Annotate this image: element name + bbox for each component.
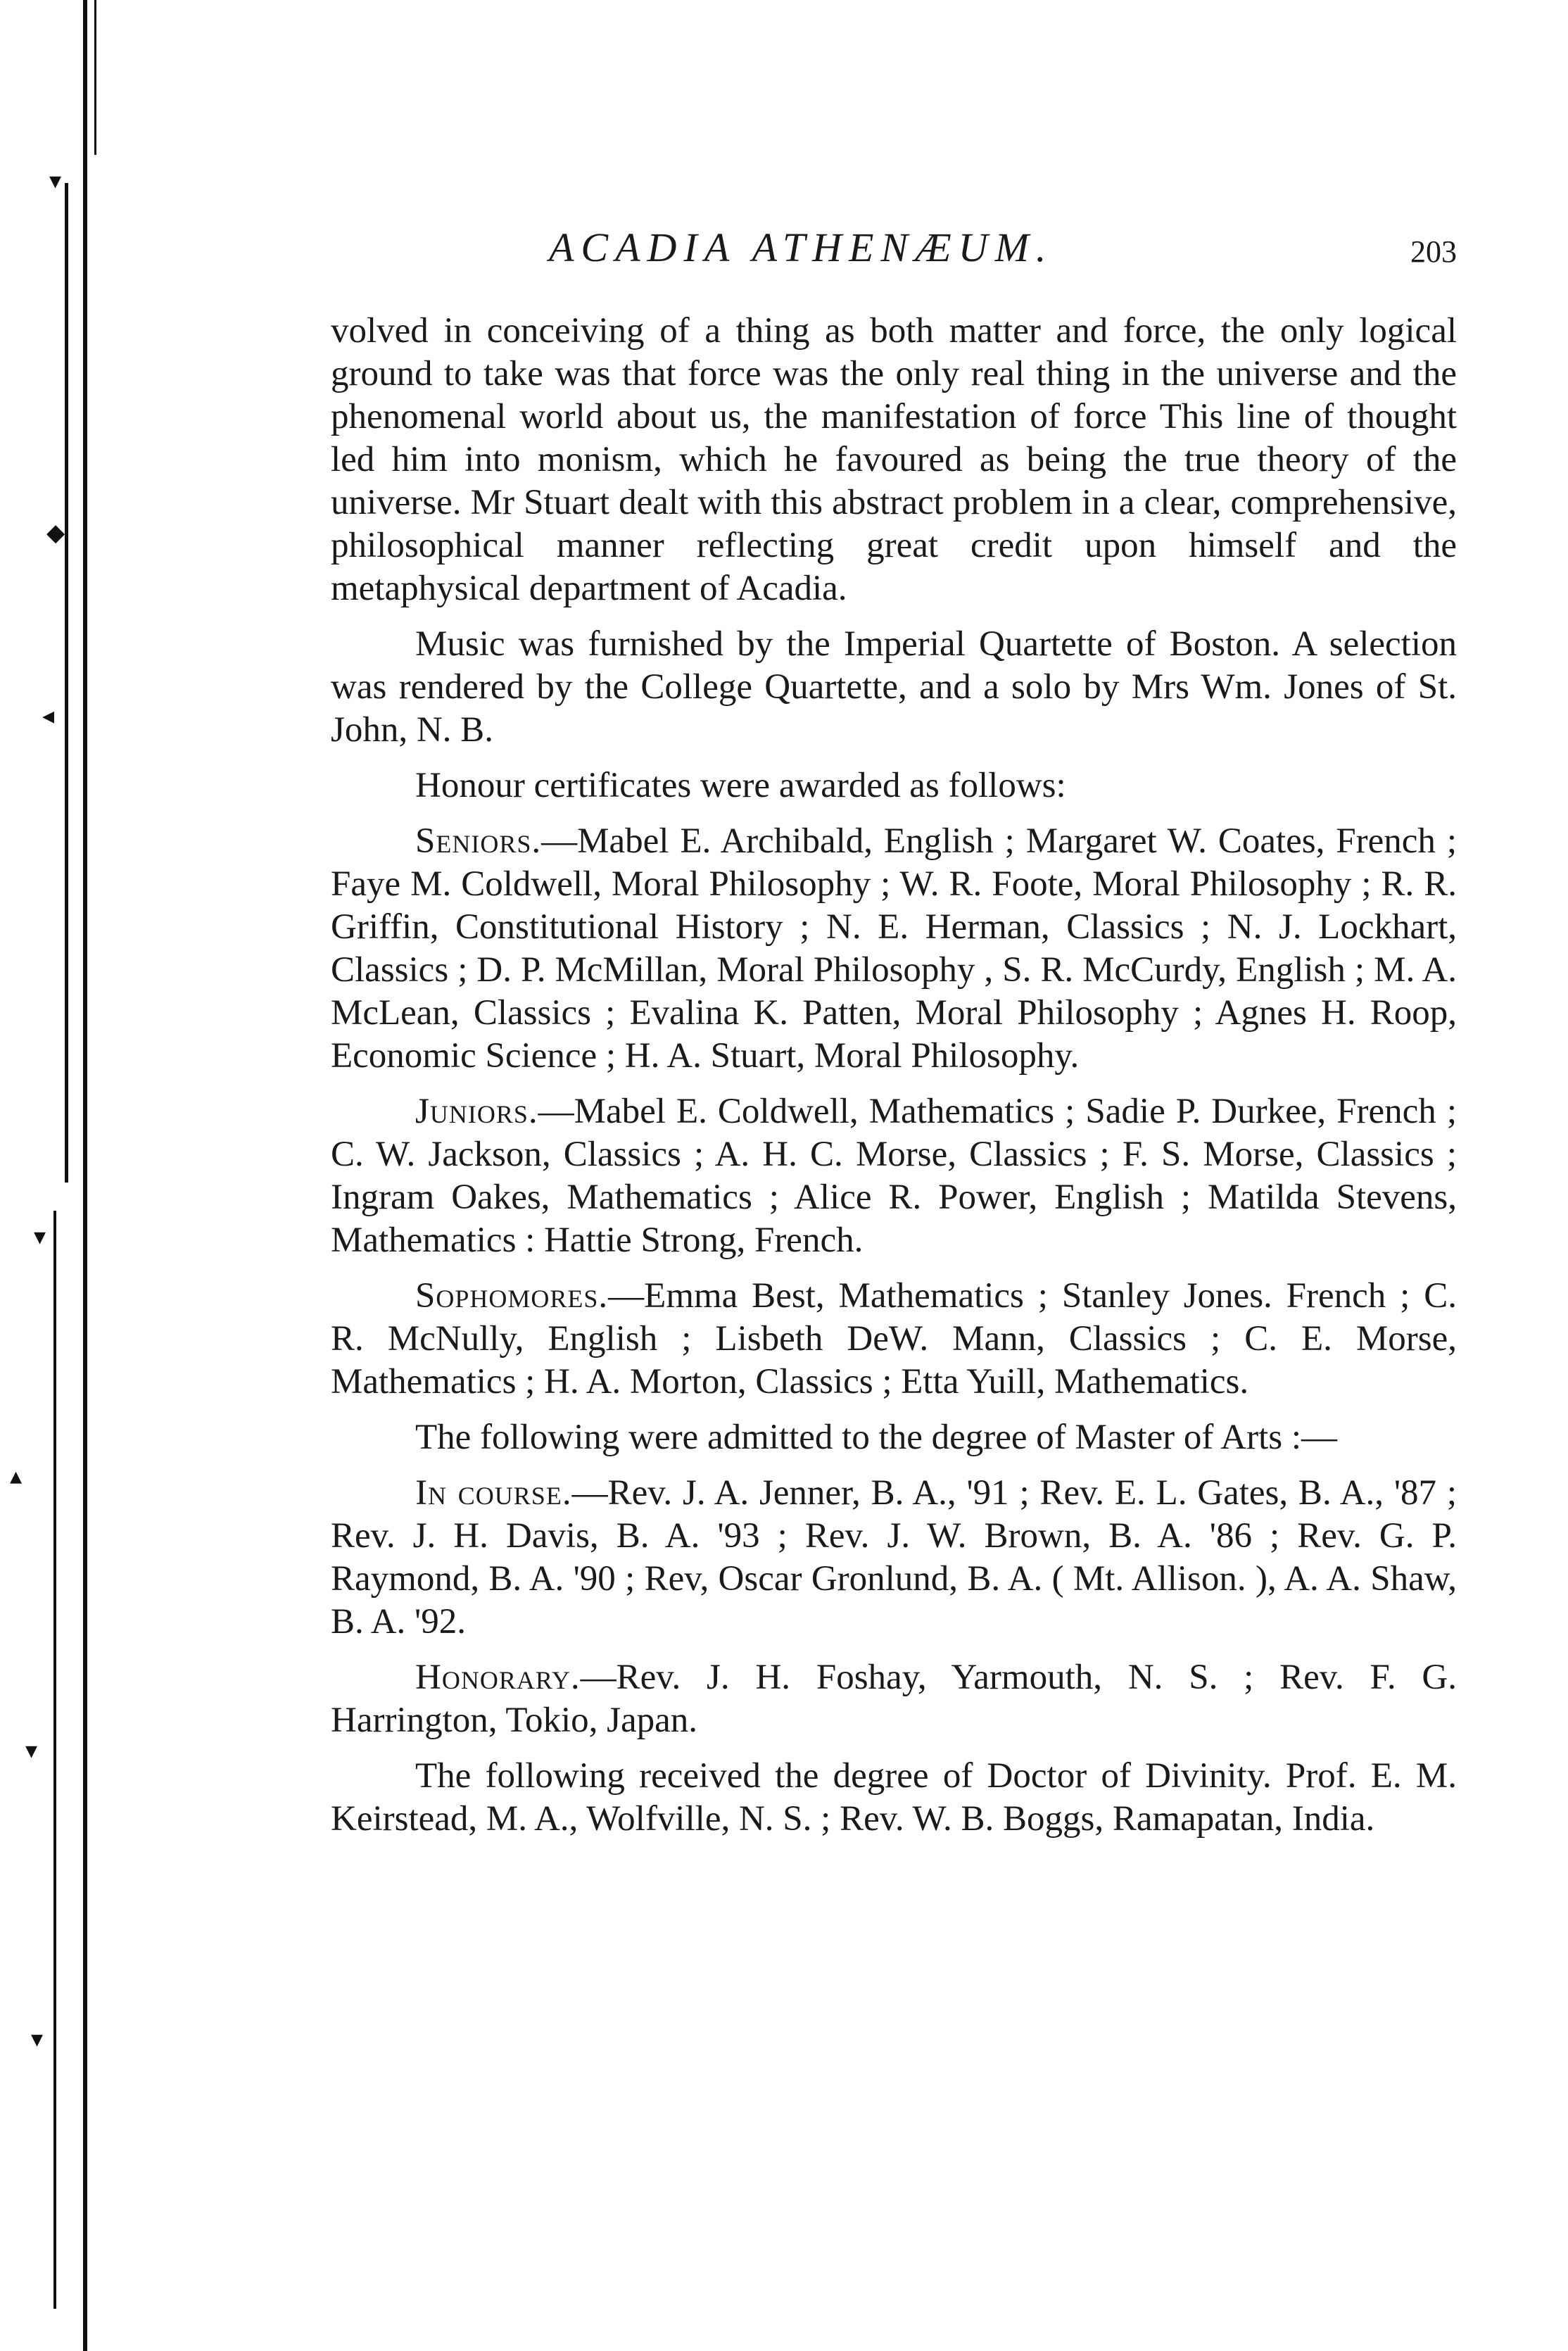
paragraph-text: —Emma Best, Mathematics ; Stanley Jones. French ; C. R. McNully, English ; Lisbeth DeW. Mann, Classics ; C. E. Morse, Mathematics ; H. A. Morton, Classics ; Etta Yuill, Mathematics. (331, 1276, 1457, 1401)
paragraph-text: Music was furnished by the Imperial Quartette of Boston. A selection was rendered by the College Quartette, and a solo by Mrs Wm. Jones of St. John, N. B. (331, 624, 1457, 750)
paragraph-text: —Mabel E. Coldwell, Mathematics ; Sadie P. Durkee, French ; C. W. Jackson, Classics ; A. H. C. Morse, Classics ; F. S. Morse, Classics ; Ingram Oakes, Mathematics ; Alice R. Power, English ; Matilda Stevens, Mathematics : Hattie Strong, French. (331, 1092, 1457, 1260)
binding-mark: ▾ (49, 167, 62, 195)
paragraph-text: Honour certificates were awarded as follows: (415, 766, 1066, 805)
paragraph-text: The following were admitted to the degree of Master of Arts :— (415, 1418, 1338, 1457)
paragraph-text: The following received the degree of Doctor of Divinity. Prof. E. M. Keirstead, M. A., Wolfville, N. S. ; Rev. W. B. Boggs, Ramapatan, India. (331, 1756, 1457, 1839)
paragraph-doctor-divinity (331, 1755, 1457, 1841)
binding-edge-line-inner (94, 0, 96, 155)
binding-thread-line (65, 183, 68, 1183)
binding-mark: ◂ (42, 702, 55, 730)
binding-mark: ▾ (25, 1737, 38, 1765)
paragraph-text: volved in conceiving of a thing as both matter and force, the only logical ground to take was that force was the only real thing in the universe and the phenomenal world about us, the manifestation of force This line of thought led him into monism, which he favoured as being the true theory of the universe. Mr Stuart dealt with this abstract problem in a clear, comprehensive, philosophical manner reflecting great credit upon himself and the metaphysical department of Acadia. (331, 311, 1457, 608)
paragraph-text: —Rev. J. A. Jenner, B. A., '91 ; Rev. E. L. Gates, B. A., '87 ; Rev. J. H. Davis, B. A. '93 ; Rev. J. W. Brown, B. A. '86 ; Rev. G. P. Raymond, B. A. '90 ; Rev, Oscar Gronlund, B. A. ( Mt. Allison. ), A. A. Shaw, B. A. '92. (331, 1473, 1457, 1641)
paragraph-text: —Rev. J. H. Foshay, Yarmouth, N. S. ; Rev. F. G. Harrington, Tokio, Japan. (331, 1658, 1457, 1740)
section-lead: In course. (415, 1473, 572, 1513)
running-head: ACADIA ATHENÆUM. (549, 225, 1054, 270)
paragraph-in-course (331, 1472, 1457, 1644)
section-lead: Seniors. (415, 821, 542, 861)
section-lead: Juniors. (415, 1092, 538, 1131)
paragraph-continuation (331, 310, 1457, 610)
page-header (331, 224, 1457, 280)
paragraph-sophomores (331, 1275, 1457, 1404)
binding-mark: ▾ (31, 2025, 44, 2053)
paragraph-music (331, 623, 1457, 752)
paragraph-seniors (331, 820, 1457, 1078)
paragraph-juniors (331, 1090, 1457, 1262)
page-number: 203 (1410, 234, 1457, 269)
paragraph-honour-intro (331, 764, 1457, 807)
binding-mark: ◆ (46, 519, 65, 547)
section-lead: Sophomores. (415, 1276, 609, 1316)
article-body (331, 310, 1457, 1841)
binding-mark: ▾ (34, 1223, 46, 1251)
paragraph-honorary (331, 1656, 1457, 1742)
binding-thread-line-lower (53, 1211, 56, 2309)
binding-mark: ▴ (10, 1462, 23, 1490)
paragraph-text: —Mabel E. Archibald, English ; Margaret W. Coates, French ; Faye M. Coldwell, Moral Philosophy ; W. R. Foote, Moral Philosophy ; R. R. Griffin, Constitutional History ; N. E. Herman, Classics ; N. J. Lockhart, Classics ; D. P. McMillan, Moral Philosophy , S. R. McCurdy, English ; M. A. McLean, Classics ; Evalina K. Patten, Moral Philosophy ; Agnes H. Roop, Economic Science ; H. A. Stuart, Moral Philosophy. (331, 821, 1457, 1076)
paragraph-master-intro (331, 1416, 1457, 1459)
section-lead: Honorary. (415, 1658, 581, 1697)
binding-edge-line (83, 0, 87, 2351)
